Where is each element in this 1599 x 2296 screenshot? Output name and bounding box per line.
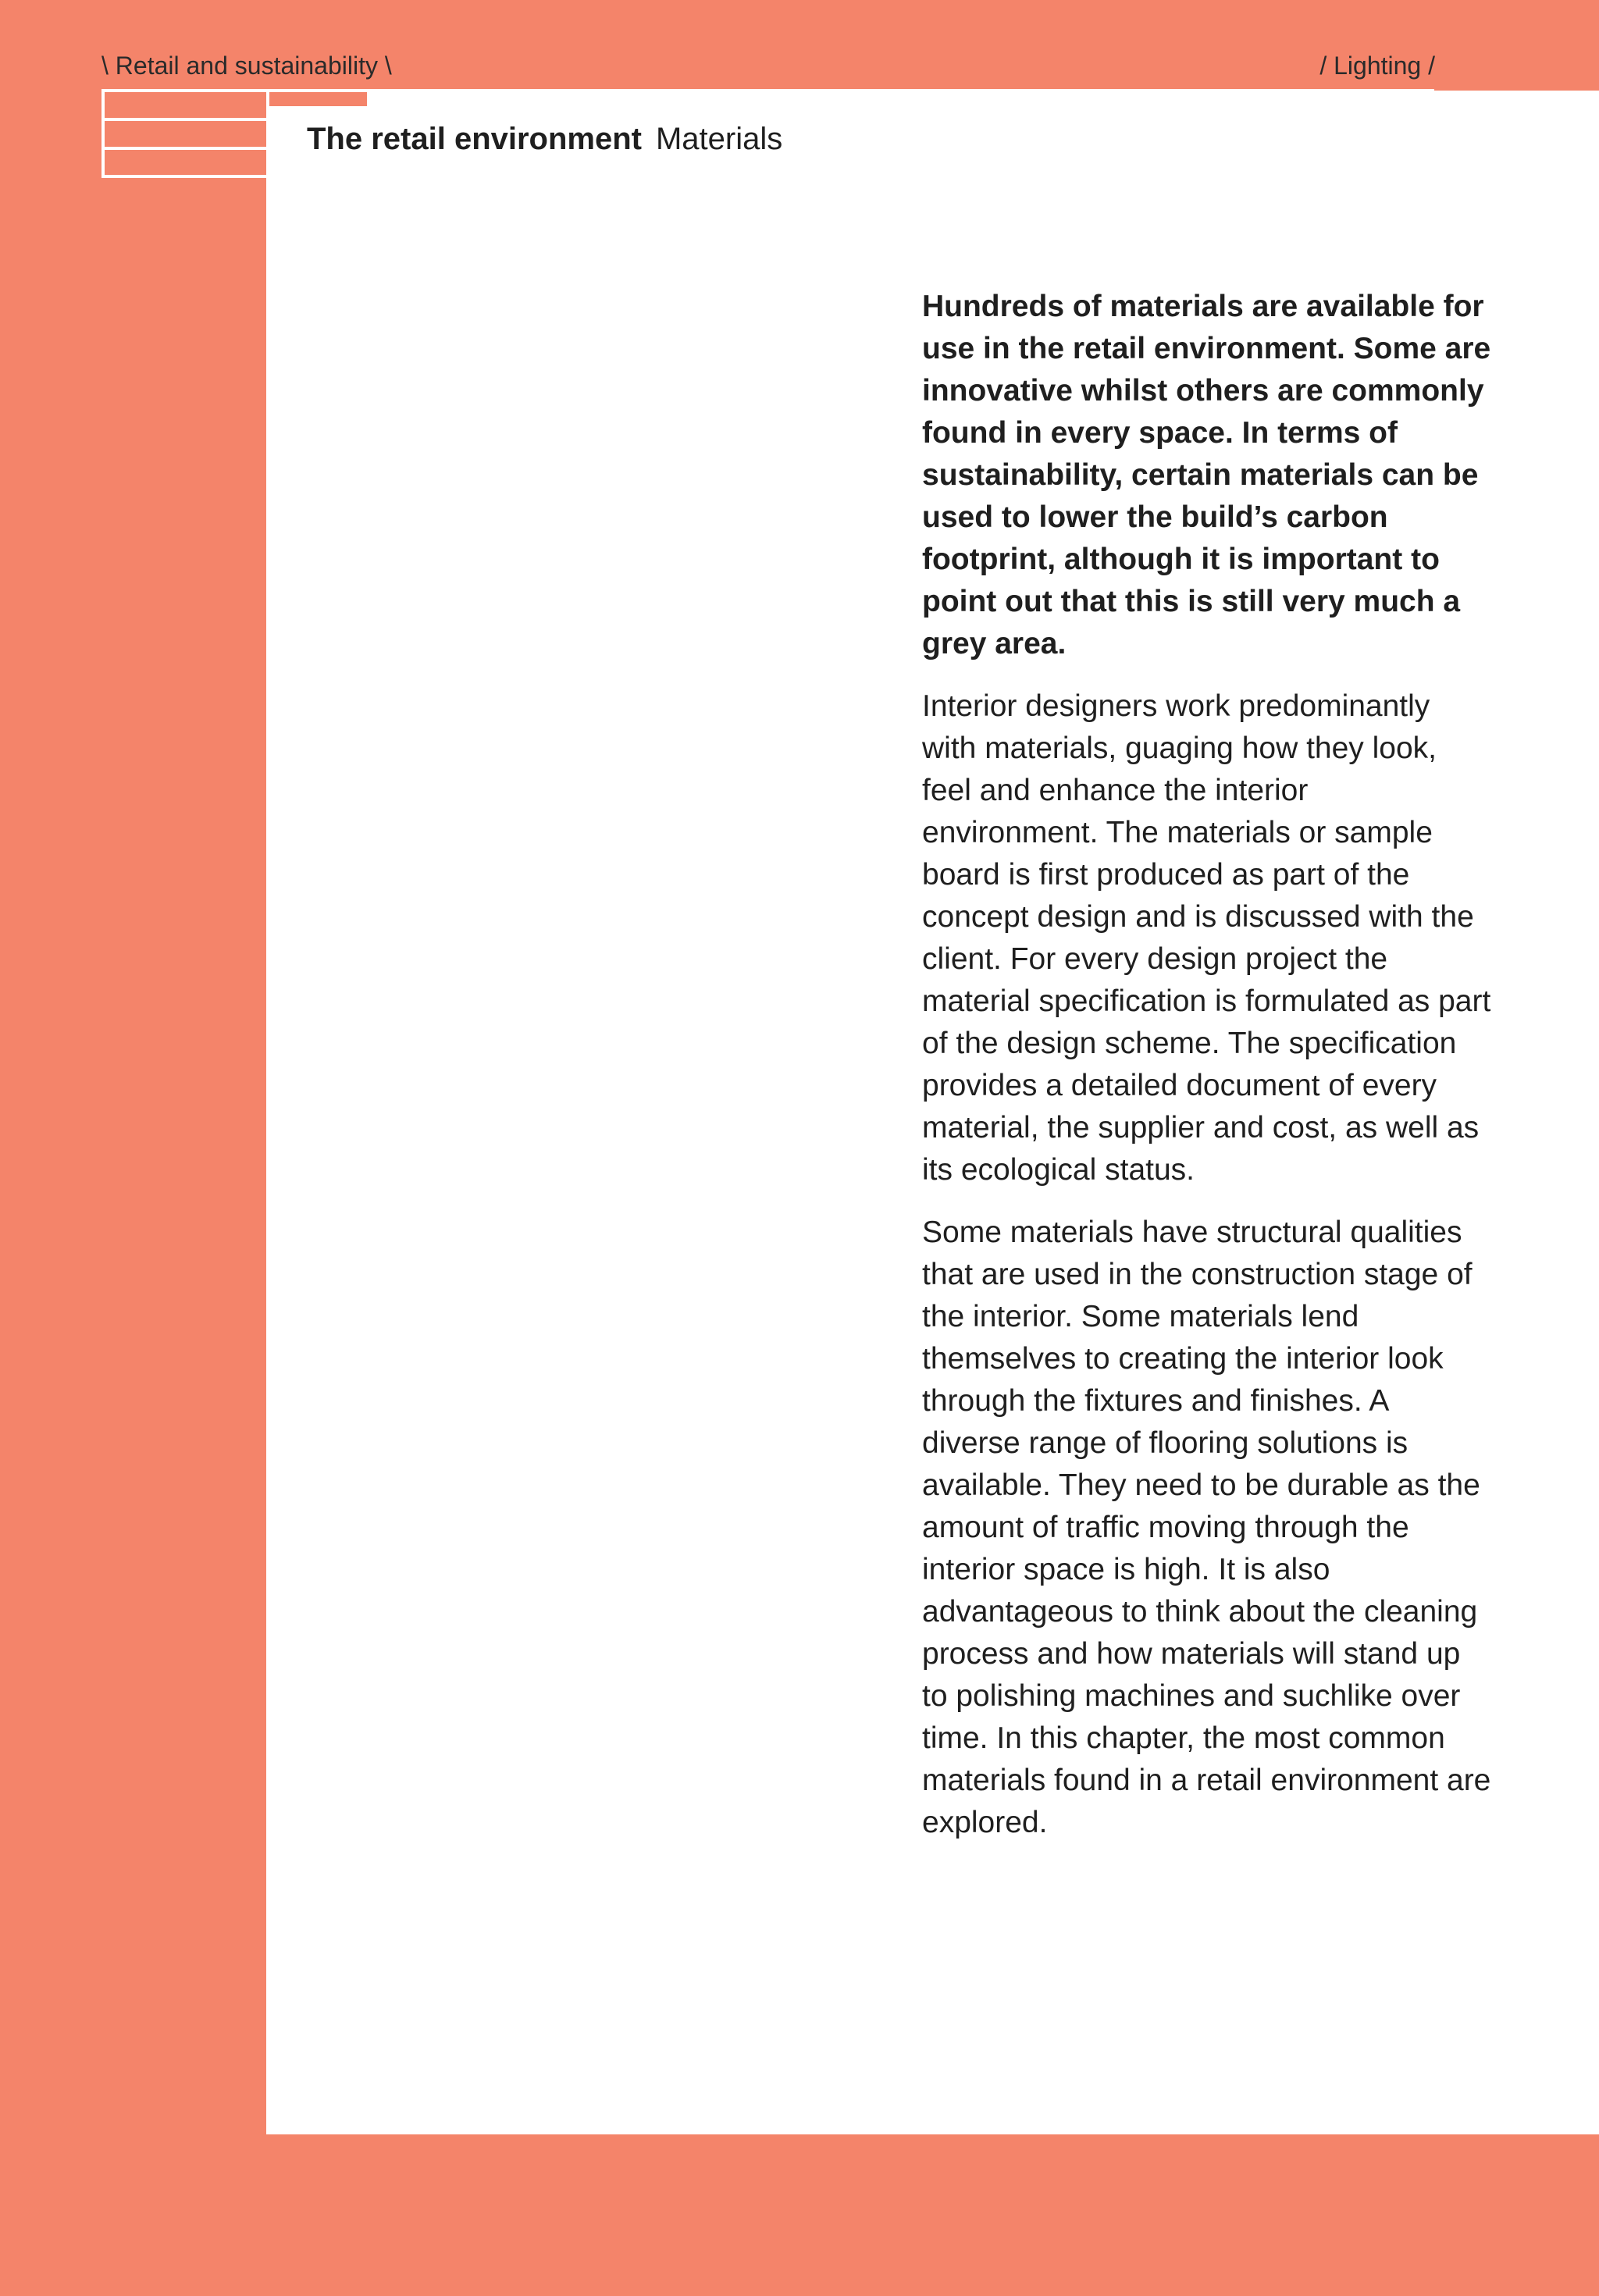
body-paragraph-1: Interior designers work predominantly with materials, guaging how they look, feel and enhance the interior environment. The materials or sample board is first produced as part of the concept design and is discussed with the client. For every design project the material specification is formulated as part of the design scheme. The specification provides a detailed document of every material, the supplier and cost, as well as its ecological status. <box>922 689 1491 1187</box>
grid-divider-4 <box>1431 89 1434 108</box>
active-tab-bar <box>367 91 1599 108</box>
grid-divider-1 <box>636 89 639 108</box>
running-head-right: / Lighting / <box>1319 52 1435 80</box>
body-paragraph-2: Some materials have structural qualities that are used in the construction stage of the interior. Some materials lend themselves to creating the interior look through the fixtures and finishes. A diverse range of flooring solutions is available. They need to be durable as the amount of traffic moving through the interior space is high. It is also advantageous to think about the cleaning process and how materials will stand up to polishing machines and suchlike over time. In this chapter, the most common materials found in a retail environment are explored. <box>922 1216 1491 1839</box>
grid-line-left-1 <box>101 118 269 121</box>
grid-line-left-2 <box>101 147 269 150</box>
grid-line-top <box>101 89 1434 92</box>
chapter-subtitle: Materials <box>655 122 783 156</box>
grid-divider-3 <box>1166 89 1169 108</box>
section-title <box>307 117 782 161</box>
chapter-title: The retail environment <box>307 122 642 156</box>
grid-box-left <box>101 89 269 178</box>
text-column <box>922 286 1492 1864</box>
running-head-left: \ Retail and sustainability \ <box>101 52 392 80</box>
lead-paragraph: Hundreds of materials are available for use in the retail environment. Some are innovative whilst others are commonly found in every space. In terms of sustainability, certain materials can be used to lower the build’s carbon footprint, although it is important to point out that this is still very much a grey area. <box>922 290 1491 660</box>
grid-divider-2 <box>900 89 903 108</box>
